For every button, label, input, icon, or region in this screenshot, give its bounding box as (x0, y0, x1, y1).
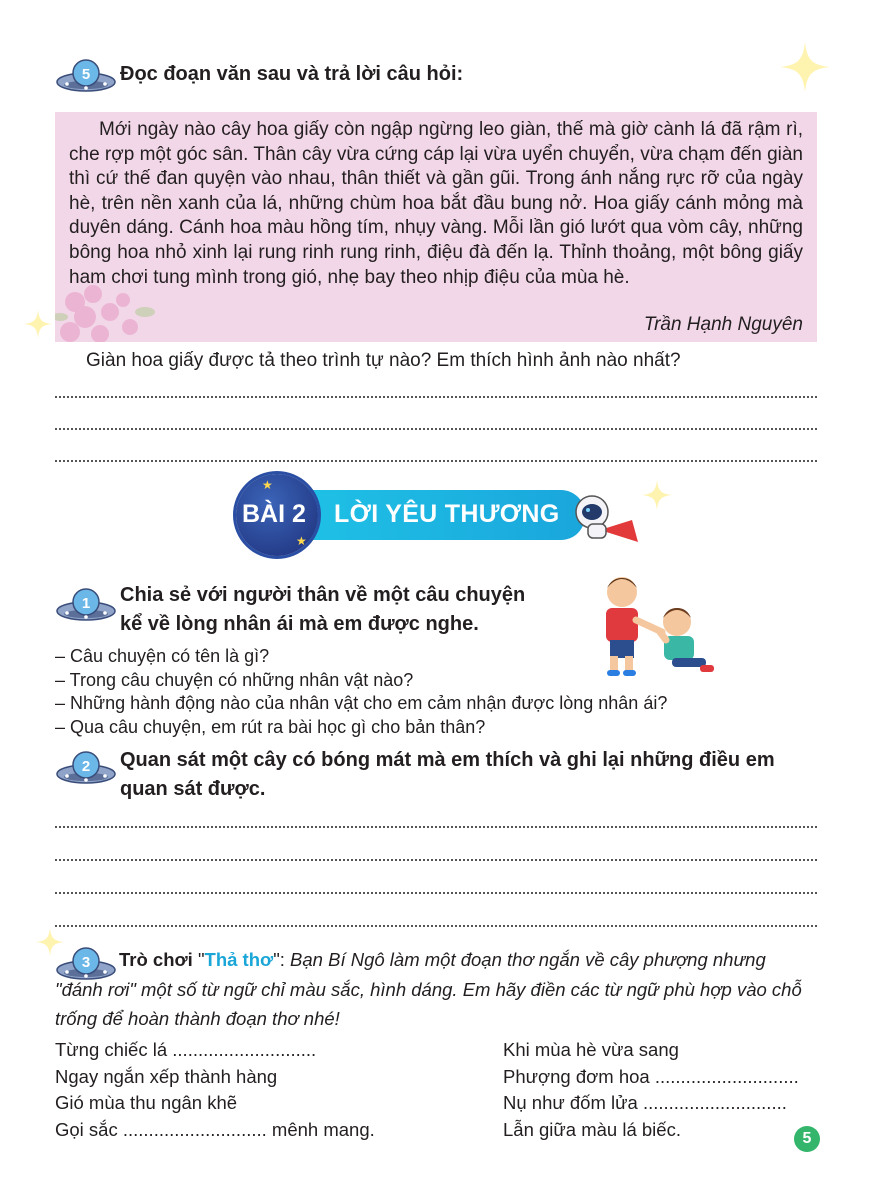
task-number: 3 (81, 954, 91, 971)
passage-author: Trần Hạnh Nguyên (643, 314, 803, 335)
game-title: Thả thơ (204, 949, 274, 970)
astronaut-icon (570, 490, 640, 555)
poem-line: Từng chiếc lá ............................ (55, 1039, 317, 1060)
lesson-banner (300, 490, 585, 540)
section-number: 5 (81, 66, 91, 83)
list-item: – Câu chuyện có tên là gì? (55, 646, 270, 666)
ufo-number-icon (55, 585, 117, 625)
task1-title-line1: Chia sẻ với người thân về một câu chuyện (120, 584, 526, 606)
task2-title (120, 746, 775, 804)
poem-line: Khi mùa hè vừa sang (503, 1039, 679, 1060)
task2-title-line2: quan sát được. (120, 778, 266, 800)
task1-bullet-list (55, 645, 667, 739)
list-item: – Những hành động nào của nhân vật cho em cảm nhận được lòng nhân ái? (55, 693, 668, 713)
poem-right-column (503, 1037, 799, 1143)
poem-left-column (55, 1037, 375, 1143)
answer-line[interactable] (55, 395, 817, 398)
question-text: Giàn hoa giấy được tả theo trình tự nào? Em thích hình ảnh nào nhất? (86, 350, 681, 371)
answer-line[interactable] (55, 891, 817, 894)
ufo-number-icon (55, 56, 117, 96)
page-number: 5 (794, 1126, 820, 1152)
sparkle-icon (780, 42, 830, 92)
task-number: 2 (81, 758, 91, 775)
list-item: – Trong câu chuyện có những nhân vật nào? (55, 669, 414, 690)
ufo-number-icon (55, 748, 117, 788)
task3-label: Trò chơi (119, 949, 193, 970)
task2-title-line1: Quan sát một cây có bóng mát mà em thích và ghi lại những điều em (120, 749, 775, 771)
reading-passage-box (55, 112, 817, 342)
poem-line: Gọi sắc ............................ mênh mang. (55, 1118, 375, 1140)
task3-instruction (55, 945, 817, 1034)
poem-line: Ngay ngắn xếp thành hàng (55, 1065, 278, 1087)
game-quote-close: ": (273, 949, 285, 970)
list-item: – Qua câu chuyện, em rút ra bài học gì cho bản thân? (55, 716, 486, 737)
sparkle-icon (24, 310, 52, 338)
sparkle-icon (642, 480, 672, 510)
poem-line: Nụ như đốm lửa ............................ (503, 1092, 787, 1113)
game-quote-open: " (197, 949, 205, 970)
poem-line: Lẫn giữa màu lá biếc. (503, 1118, 681, 1140)
lesson-title: LỜI YÊU THƯƠNG (334, 500, 560, 528)
task-number: 1 (81, 595, 91, 612)
answer-line[interactable] (55, 825, 817, 828)
task1-title (120, 581, 525, 639)
section-title: Đọc đoạn văn sau và trả lời câu hỏi: (120, 63, 464, 85)
star-icon: ★ (262, 478, 273, 492)
task1-title-line2: kể về lòng nhân ái mà em được nghe. (120, 613, 479, 635)
star-icon: ★ (296, 534, 307, 548)
task3-description: Bạn Bí Ngô làm một đoạn thơ ngắn về cây phượng nhưng "đánh rơi" một số từ ngữ chỉ màu sắc, hình dáng. Em hãy điền các từ ngữ phù hợp vào chỗ trống để hoàn thành đoạn thơ nhé! (55, 949, 802, 1029)
passage-text: Mới ngày nào cây hoa giấy còn ngập ngừng leo giàn, thế mà giờ cành lá đã rậm rì, che rợp một góc sân. Thân cây vừa cứng cáp lại vừa uyển chuyển, vừa chạm đến giàn thì cứ thế đan quyện vào nhau, thân thiết và gần gũi. Trong ánh nắng rực rỡ của ngày hè, trên nền xanh của lá, những chùm hoa bắt đầu bung nở. Hoa giấy cánh mỏng mà duyên dáng. Cánh hoa màu hồng tím, nhụy vàng. Mỗi lần gió lướt qua vòm cây, những bông hoa nhỏ xinh lại rung rinh rung rinh, điệu đà đến lạ. Thỉnh thoảng, một bông giấy ham chơi tung mình trong gió, nhẹ bay theo nhịp điệu của mùa hè. (69, 119, 803, 288)
answer-line[interactable] (55, 459, 817, 462)
answer-line[interactable] (55, 924, 817, 927)
lesson-label: BÀI 2 (242, 500, 306, 528)
poem-line: Gió mùa thu ngân khẽ (55, 1092, 238, 1113)
poem-line: Phượng đơm hoa ............................ (503, 1065, 799, 1087)
answer-line[interactable] (55, 427, 817, 430)
answer-line[interactable] (55, 858, 817, 861)
